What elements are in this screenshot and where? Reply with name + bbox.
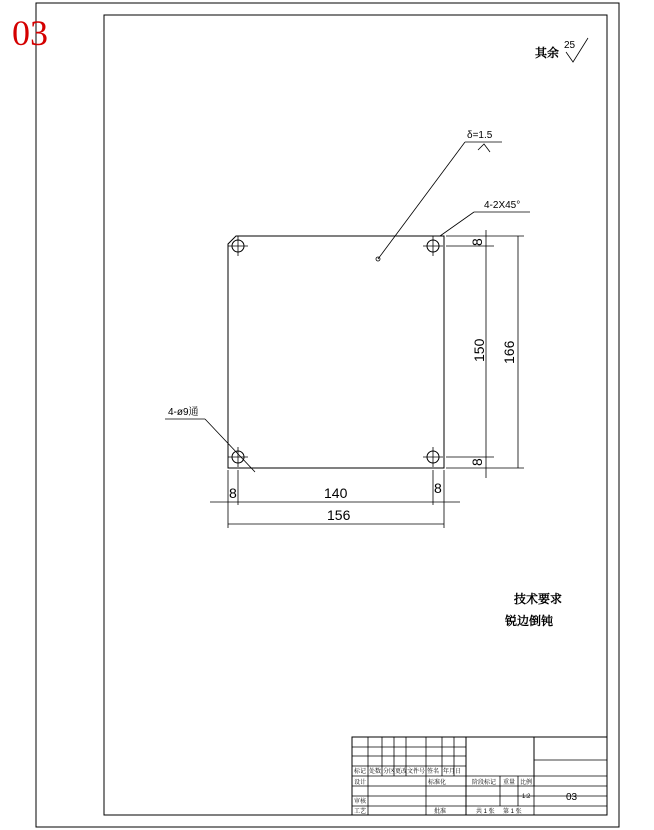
- dim-edge-right: 8: [434, 480, 442, 496]
- tb-header-mark: 标记: [354, 769, 367, 775]
- dim-edge-left: 8: [229, 485, 237, 501]
- tech-req-heading: 技术要求: [514, 592, 563, 606]
- tb-designer-label: 设计: [354, 780, 367, 786]
- tb-approve-label: 批准: [434, 809, 447, 815]
- tb-header-date: 年月日: [443, 769, 462, 775]
- hole-bottom-left: [228, 447, 248, 467]
- hole-note: 4-ø9通: [168, 407, 199, 418]
- horizontal-dimensions: [210, 470, 460, 528]
- title-block: [352, 737, 607, 815]
- mounting-holes: [228, 236, 443, 467]
- dim-overall-height: 166: [501, 340, 517, 364]
- tb-scale-value: 1:2: [522, 794, 531, 800]
- tb-header-signature: 签名: [427, 769, 440, 775]
- tb-reviewer-label: 审核: [354, 799, 367, 805]
- surface-roughness-note: [535, 38, 588, 62]
- dim-edge-top: 8: [469, 238, 485, 246]
- svg-text:其余: 其余: [535, 46, 560, 60]
- tb-drawing-code: 03: [566, 792, 578, 803]
- tech-req-item: 锐边倒钝: [505, 614, 554, 628]
- tb-header-zone: 分区: [383, 769, 396, 775]
- tb-stage-label: 阶段标记: [472, 780, 497, 786]
- tb-standardization-label: 标准化: [428, 780, 447, 786]
- chamfer-leader: [440, 200, 530, 236]
- tb-sheet-index: 第 1 张: [503, 809, 522, 815]
- chamfer-note: 4-2X45°: [484, 200, 521, 211]
- tb-process-label: 工艺: [354, 809, 367, 815]
- hole-top-right: [423, 236, 443, 256]
- hole-bottom-right: [423, 447, 443, 467]
- sheet-number: 03: [12, 13, 48, 53]
- svg-text:25: 25: [564, 40, 576, 51]
- dim-hole-pitch-y: 150: [471, 338, 487, 362]
- dim-edge-bottom: 8: [469, 458, 485, 466]
- tb-weight-label: 重量: [503, 780, 516, 786]
- tb-header-change-doc: 更改文件号: [395, 769, 426, 775]
- tb-header-count: 处数: [369, 769, 382, 775]
- dim-overall-width: 156: [327, 507, 351, 523]
- tb-sheet-count: 共 1 张: [476, 809, 495, 815]
- tb-scale-label: 比例: [520, 780, 533, 786]
- hole-top-left: [228, 236, 248, 256]
- technical-requirements: [504, 591, 562, 628]
- vertical-dimensions: [446, 230, 524, 478]
- dim-hole-pitch-x: 140: [324, 485, 348, 501]
- thickness-note: δ=1.5: [467, 130, 493, 141]
- outer-border: [36, 3, 619, 827]
- plate-outline: [228, 236, 444, 468]
